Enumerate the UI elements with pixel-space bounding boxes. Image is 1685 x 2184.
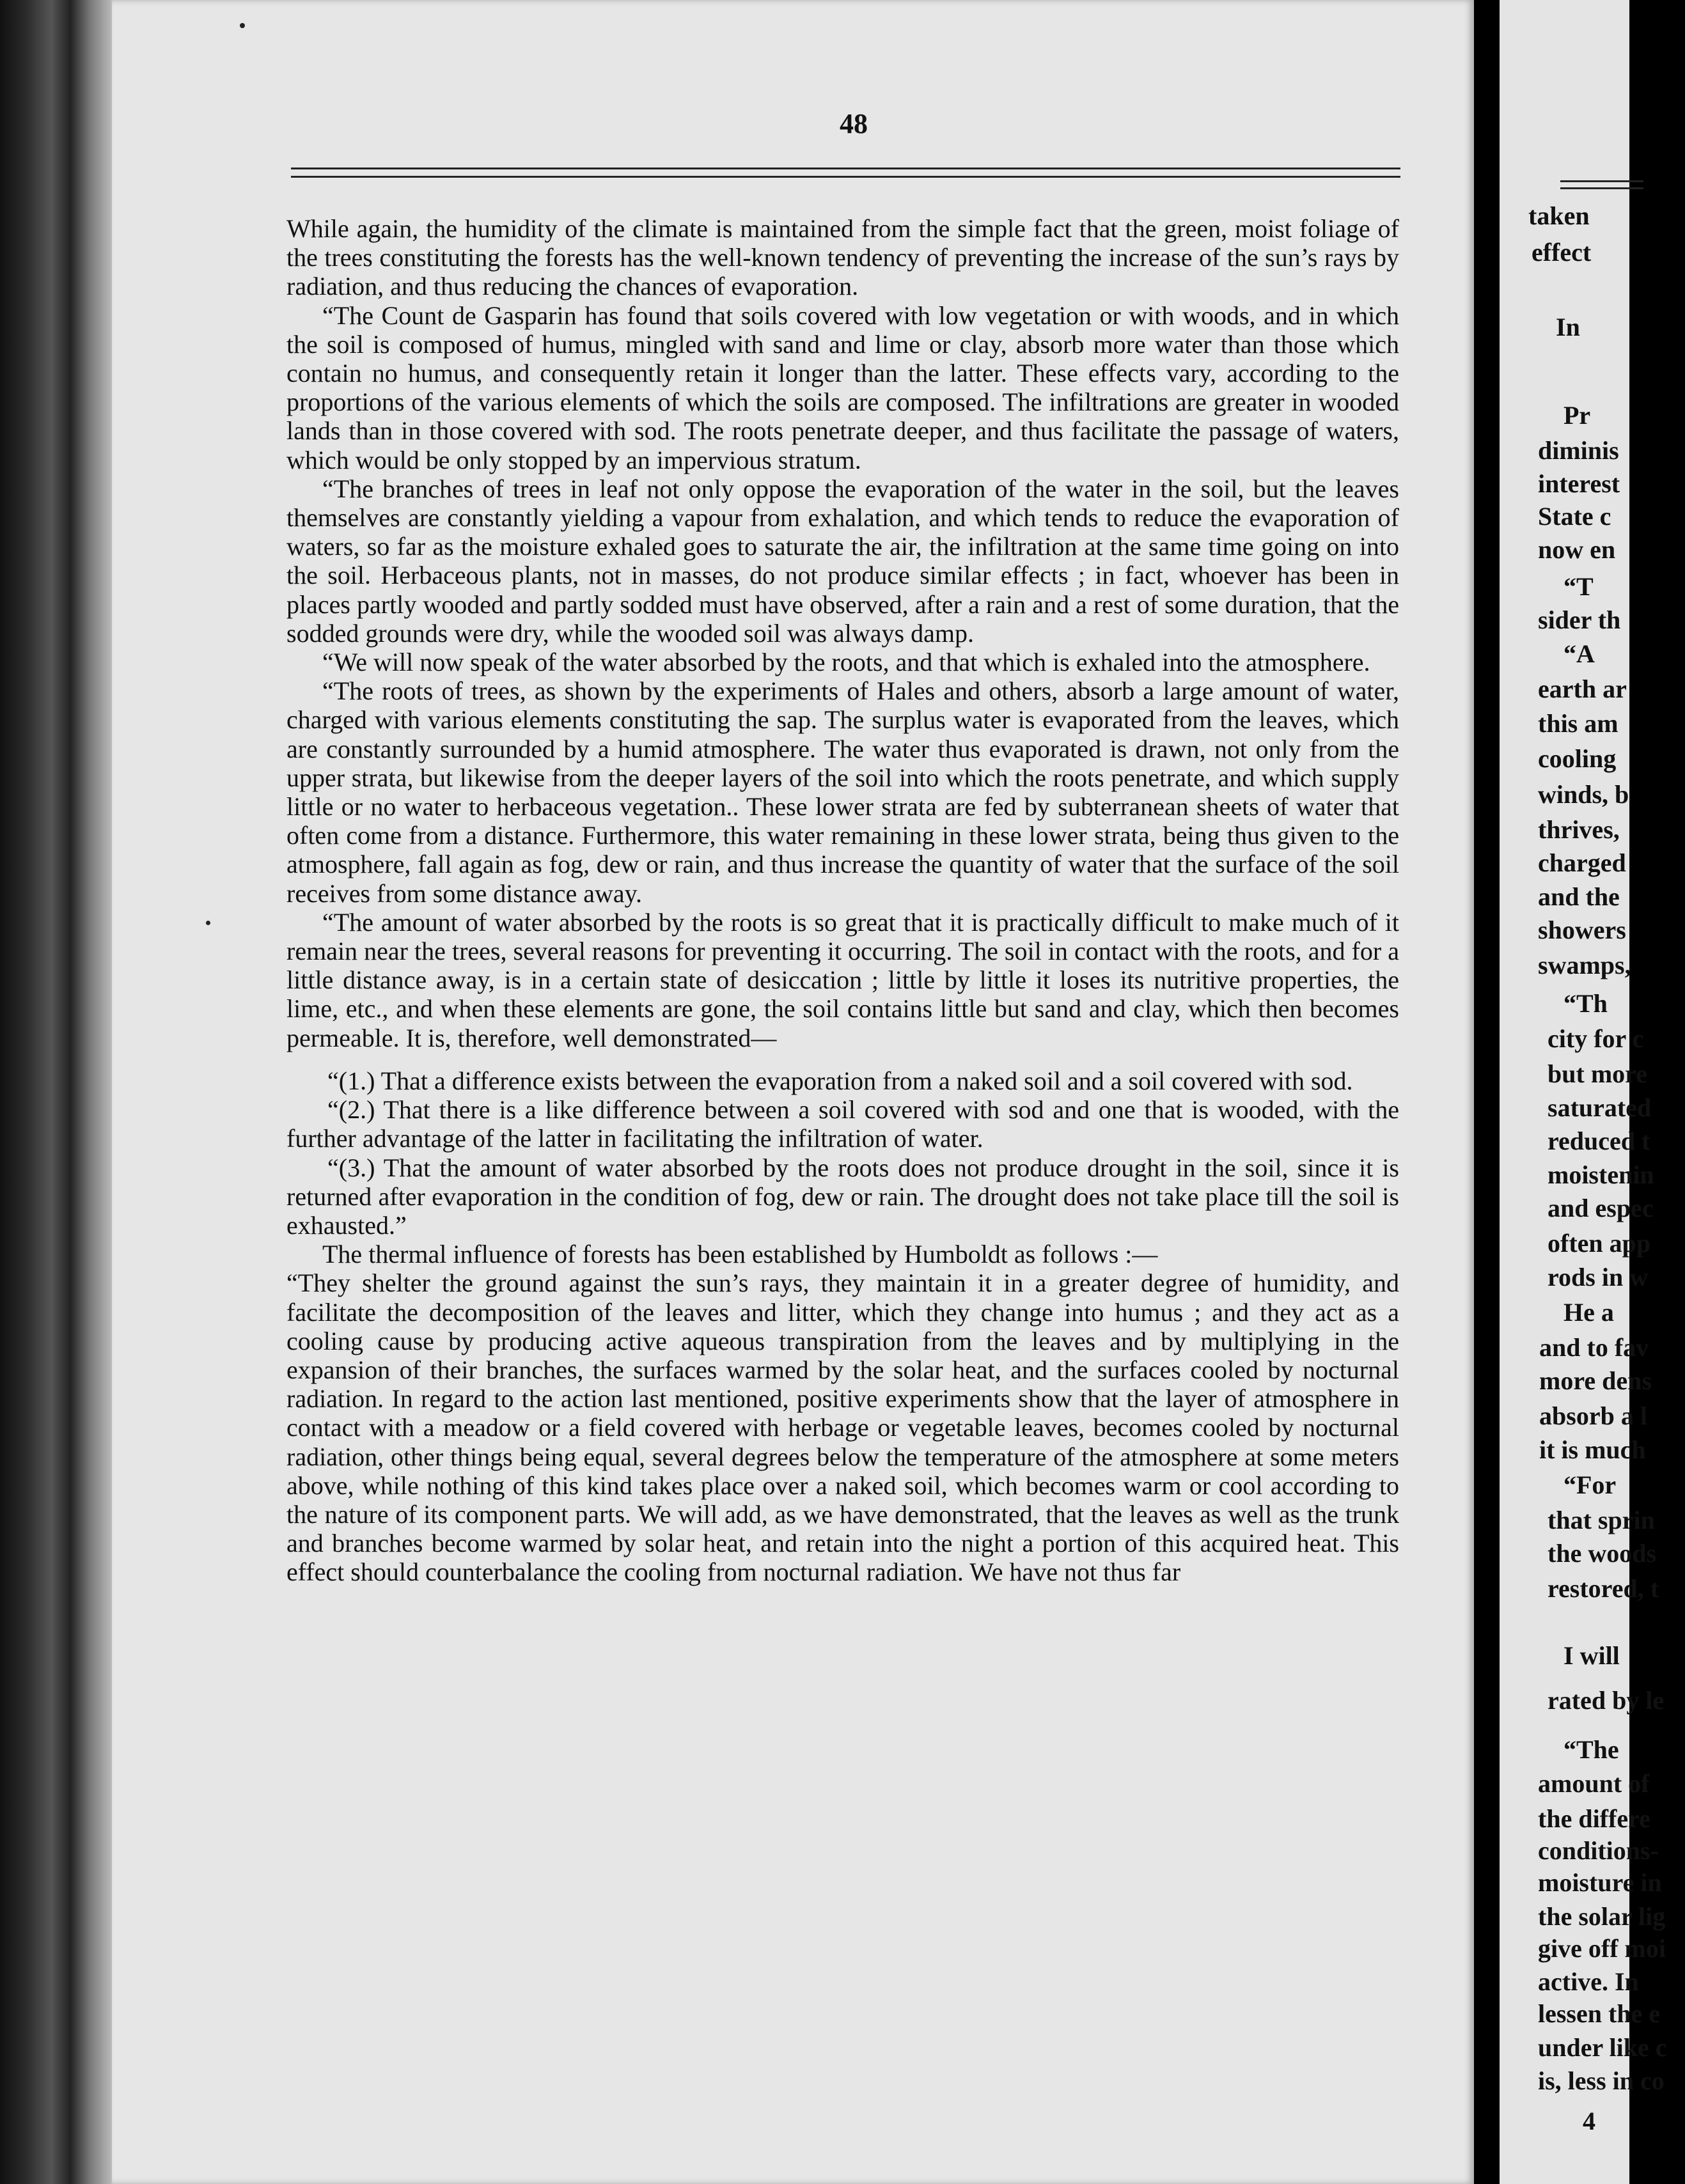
facing-line: saturated	[1548, 1093, 1652, 1122]
facing-line: taken	[1528, 201, 1590, 230]
paragraph: “The Count de Gasparin has found that soils covered with low vegetation or with woods, and in which the soil is composed of humus, mingled with sand and lime or clay, absorb more water than those which contain no humus, and consequently retain it longer than the latter. These effects vary, according to the proportions of the various elements of which the soils are composed. The infiltrations are greater in wooded lands than in those covered with sod. The roots penetrate deeper, and thus facilitate the passage of waters, which would be only stopped by an impervious stratum.	[286, 300, 1399, 474]
facing-line: and espec	[1548, 1194, 1654, 1222]
facing-line: moistenin	[1548, 1160, 1654, 1189]
paragraph: While again, the humidity of the climate is maintained from the simple fact that the green, moist foliage of the trees constituting the forests has the well-known tendency of preventing the increase of the sun’s rays by radiation, and thus reducing the chances of evaporation.	[286, 214, 1399, 301]
facing-line: that sprin	[1548, 1506, 1655, 1534]
facing-line: the solar lig	[1538, 1902, 1666, 1931]
page-gutter	[1474, 0, 1500, 2184]
facing-line: “For	[1564, 1470, 1617, 1499]
facing-line: conditions-	[1538, 1836, 1659, 1865]
paragraph: “The amount of water absorbed by the roots is so great that it is practically difficult to make much of it remain near the trees, several reasons for preventing it occurring. The soil in contact with the roots, and for a little distance away, is in a certain state of desiccation ; little by little it loses its nutritive properties, the lime, etc., and when these elements are gone, the soil contains little but sand and clay, which then becomes permeable. It is, therefore, well demonstrated—	[286, 907, 1399, 1052]
facing-line: swamps,	[1538, 951, 1631, 979]
list-item: “(1.) That a difference exists between the evaporation from a naked soil and a soil covered with sod.	[327, 1066, 1353, 1095]
facing-line: Pr	[1564, 401, 1591, 430]
facing-line: effect	[1532, 238, 1592, 267]
facing-line: and the	[1538, 882, 1620, 911]
facing-line: rods in w	[1548, 1263, 1649, 1291]
facing-line: the woods	[1548, 1539, 1657, 1568]
facing-line: showers	[1538, 916, 1626, 944]
ink-speck	[206, 921, 210, 925]
facing-line: amount of	[1538, 1769, 1650, 1798]
facing-line: lessen the e	[1538, 1999, 1661, 2028]
facing-line: interest	[1538, 469, 1620, 498]
facing-line: is, less in co	[1538, 2066, 1665, 2095]
facing-line: He a	[1564, 1298, 1614, 1327]
paragraph: “The roots of trees, as shown by the experiments of Hales and others, absorb a large amount of water, charged with various elements constituting the sap. The surplus water is evaporated from the leaves, which are constantly surrounded by a humid atmosphere. The water thus evaporated is drawn, not only from the upper strata, but likewise from the deeper layers of the soil into which the roots penetrate, and which supply little or no water to herbaceous vegetation.. These lower strata are fed by subterranean sheets of water that often come from a distance. Furthermore, this water remaining in these lower strata, being thus given to the atmosphere, fall again as fog, dew or rain, and thus increase the quantity of water that the surface of the soil receives from some distance away.	[286, 676, 1399, 908]
facing-line: active. In	[1538, 1967, 1639, 1996]
book-binding	[0, 0, 112, 2184]
page-number: 48	[840, 108, 868, 139]
header-rule	[291, 168, 1400, 178]
facing-line: it is much	[1539, 1435, 1646, 1464]
facing-line: this am	[1538, 709, 1618, 738]
facing-line: “A	[1564, 639, 1595, 668]
main-text	[286, 214, 1399, 1587]
facing-page	[1500, 0, 1667, 2184]
facing-line: sider th	[1538, 605, 1621, 634]
facing-header-rule	[1560, 180, 1643, 189]
facing-line: the differe	[1538, 1804, 1650, 1833]
facing-line: “T	[1564, 572, 1594, 601]
facing-line: thrives,	[1538, 815, 1620, 844]
facing-line: diminis	[1538, 436, 1619, 465]
facing-line: city for c	[1548, 1024, 1644, 1053]
facing-line: winds, b	[1538, 780, 1629, 809]
facing-line: I will	[1564, 1641, 1620, 1670]
facing-line: give off moi	[1538, 1934, 1666, 1963]
paragraph: “They shelter the ground against the sun’s rays, they maintain it in a greater degree of humidity, and facilitate the decomposition of the leaves and litter, which they change into humus ; and they act as a cooling cause by producing active aqueous transpiration from the leaves and by multiplying in the expansion of their branches, the surfaces warmed by the solar heat, and the surfaces cooled by nocturnal radiation. In regard to the action last mentioned, positive experiments show that the layer of atmosphere in contact with a meadow or a field covered with herbage or vegetable leaves, becomes cooled by nocturnal radiation, other things being equal, several degrees below the temperature of the atmosphere at some meters above, while nothing of this kind takes place over a naked soil, which becomes warm or cool according to the nature of its component parts. We will add, as we have demonstrated, that the leaves as well as the trunk and branches become warmed by solar heat, and retain into the night a portion of this acquired heat. This effect should counterbalance the cooling from nocturnal radiation. We have not thus far	[286, 1268, 1399, 1587]
facing-line: absorb a l	[1539, 1401, 1647, 1430]
ink-speck	[240, 23, 245, 28]
facing-line: “The	[1564, 1735, 1619, 1764]
facing-line: cooling	[1538, 744, 1617, 773]
list-item: “(3.) That the amount of water absorbed by the roots does not produce drought in the soil, since it is returned after evaporation in the condition of fog, dew or rain. The drought does not take place till the soil is exhausted.”	[286, 1153, 1399, 1240]
facing-line: 4	[1583, 2107, 1595, 2135]
facing-line: moisture in	[1538, 1868, 1662, 1897]
paragraph: “The branches of trees in leaf not only oppose the evaporation of the water in the soil, but the leaves themselves are constantly yielding a vapour from exhalation, and which tends to reduce the evaporation of waters, so far as the moisture exhaled goes to saturate the air, the infiltration at the same time going on into the soil. Herbaceous plants, not in masses, do not produce similar effects ; in fact, whoever has been in places partly wooded and partly sodded must have observed, after a rain and a rest of some duration, that the sodded grounds were dry, while the wooded soil was always damp.	[286, 474, 1399, 648]
facing-line: charged	[1538, 848, 1626, 877]
facing-line: now en	[1538, 535, 1616, 564]
facing-line: rated by le	[1548, 1686, 1665, 1715]
facing-line: “Th	[1564, 989, 1608, 1018]
facing-line: under like c	[1538, 2033, 1667, 2062]
list-item: “(2.) That there is a like difference between a soil covered with sod and one that is wooded, with the further advantage of the latter in facilitating the infiltration of water.	[286, 1095, 1399, 1153]
facing-line: and to fav	[1539, 1333, 1649, 1362]
facing-line: more dens	[1539, 1366, 1652, 1395]
paragraph: “We will now speak of the water absorbed by the roots, and that which is exhaled into the atmosphere.	[322, 648, 1370, 677]
paragraph: The thermal influence of forests has been established by Humboldt as follows :—	[322, 1240, 1158, 1269]
facing-line: reduced t	[1548, 1127, 1650, 1155]
facing-line: earth ar	[1538, 675, 1627, 703]
facing-line: State c	[1538, 502, 1611, 531]
facing-line: In	[1556, 313, 1580, 341]
facing-line: restored, t	[1548, 1574, 1659, 1603]
facing-line: but more	[1548, 1059, 1647, 1088]
facing-line: often app	[1548, 1229, 1651, 1258]
